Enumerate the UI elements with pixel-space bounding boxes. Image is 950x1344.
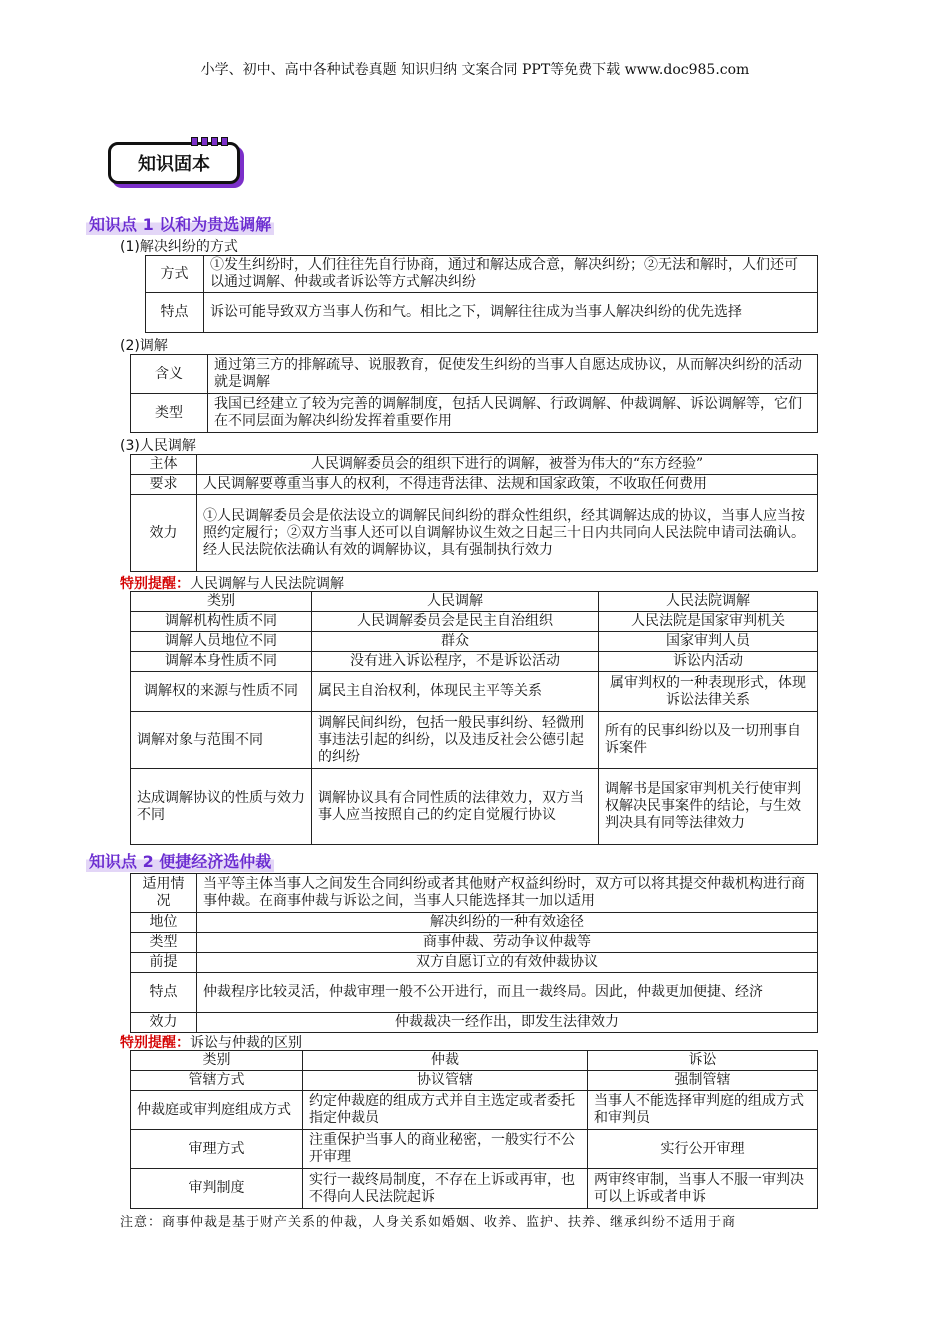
row-content: 仲裁程序比较灵活，仲裁审理一般不公开进行，而且一裁终局。因此，仲裁更加便捷、经济 [197, 973, 818, 1013]
table-row [131, 1071, 818, 1091]
special-reminder-1 [120, 573, 344, 593]
row-label: 主体 [131, 455, 197, 475]
table-row [131, 933, 818, 953]
table-row [131, 769, 818, 845]
badge-label: 知识固本 [138, 154, 210, 175]
table-cell: 调解对象与范围不同 [131, 712, 312, 769]
row-label: 地位 [131, 913, 197, 933]
knowledge-point-2-title: 知识点 2 便捷经济选仲裁 [86, 849, 274, 872]
table-row [146, 256, 818, 293]
table-cell: 没有进入诉讼程序，不是诉讼活动 [312, 652, 599, 672]
row-content: 商事仲裁、劳动争议仲裁等 [197, 933, 818, 953]
table-cell: 审理方式 [131, 1130, 303, 1169]
table-cell: 国家审判人员 [599, 632, 818, 652]
row-content: 双方自愿订立的有效仲裁协议 [197, 953, 818, 973]
table-cell: 调解权的来源与性质不同 [131, 672, 312, 712]
table-row [131, 632, 818, 652]
knowledge-point-1-title: 知识点 1 以和为贵选调解 [86, 212, 274, 235]
people-mediation-table [130, 454, 818, 572]
table-row [131, 874, 818, 913]
table-cell: 注重保护当事人的商业秘密，一般实行不公开审理 [303, 1130, 588, 1169]
table-cell: 管辖方式 [131, 1071, 303, 1091]
column-header: 人民法院调解 [599, 592, 818, 612]
table-cell: 当事人不能选择审判庭的组成方式和审判员 [588, 1091, 818, 1130]
section-2-heading: (2)调解 [120, 338, 168, 354]
reminder-label: 特别提醒： [120, 576, 190, 592]
reminder-text: 诉讼与仲裁的区别 [190, 1035, 302, 1051]
table-row [131, 953, 818, 973]
section-1-heading: (1)解决纠纷的方式 [120, 239, 238, 255]
table-row [131, 913, 818, 933]
row-content: 仲裁裁决一经作出，即发生法律效力 [197, 1013, 818, 1033]
row-content: 人民调解要尊重当事人的权利，不得违背法律、法规和国家政策，不收取任何费用 [197, 475, 818, 495]
table-cell: 调解书是国家审判机关行使审判权解决民事案件的结论，与生效判决具有同等法律效力 [599, 769, 818, 845]
table-cell: 调解机构性质不同 [131, 612, 312, 632]
table-header-row [131, 592, 818, 612]
column-header: 诉讼 [588, 1051, 818, 1071]
page-header: 小学、初中、高中各种试卷真题 知识归纳 文案合同 PPT等免费下载 www.doc985.com [200, 62, 750, 78]
mediation-table [130, 354, 818, 433]
table-row [131, 612, 818, 632]
table-row [131, 475, 818, 495]
row-label: 特点 [131, 973, 197, 1013]
reminder-label: 特别提醒： [120, 1035, 190, 1051]
table-row [131, 1013, 818, 1033]
table-cell: 所有的民事纠纷以及一切刑事自诉案件 [599, 712, 818, 769]
table-cell: 调解协议具有合同性质的法律效力，双方当事人应当按照自己的约定自觉履行协议 [312, 769, 599, 845]
row-content: 人民调解委员会的组织下进行的调解，被誉为伟大的“东方经验” [197, 455, 818, 475]
row-label: 前提 [131, 953, 197, 973]
row-content: 诉讼可能导致双方当事人伤和气。相比之下，调解往往成为当事人解决纠纷的优先选择 [204, 293, 818, 333]
table-cell: 仲裁庭或审判庭组成方式 [131, 1091, 303, 1130]
mediation-comparison-table [130, 591, 818, 845]
column-header: 类别 [131, 1051, 303, 1071]
row-content: 当平等主体当事人之间发生合同纠纷或者其他财产权益纠纷时，双方可以将其提交仲裁机构进行商事仲裁。在商事仲裁与诉讼之间，当事人只能选择其一加以适用 [197, 874, 818, 913]
column-header: 仲裁 [303, 1051, 588, 1071]
table-cell: 实行一裁终局制度，不存在上诉或再审，也不得向人民法院起诉 [303, 1169, 588, 1209]
table-header-row [131, 1051, 818, 1071]
table-cell: 强制管辖 [588, 1071, 818, 1091]
table-row [131, 394, 818, 433]
table-row [131, 973, 818, 1013]
special-reminder-2 [120, 1032, 302, 1052]
row-label: 方式 [146, 256, 204, 293]
section-3-heading: (3)人民调解 [120, 438, 196, 454]
table-cell: 属民主自治权利，体现民主平等关系 [312, 672, 599, 712]
table-row [131, 355, 818, 394]
table-cell: 调解民间纠纷，包括一般民事纠纷、轻微刑事违法引起的纠纷，以及违反社会公德引起的纠纷 [312, 712, 599, 769]
table-row [146, 293, 818, 333]
row-content: 解决纠纷的一种有效途径 [197, 913, 818, 933]
table-cell: 审判制度 [131, 1169, 303, 1209]
row-label: 要求 [131, 475, 197, 495]
row-label: 类型 [131, 933, 197, 953]
table-cell: 协议管辖 [303, 1071, 588, 1091]
reminder-text: 人民调解与人民法院调解 [190, 576, 344, 592]
table-cell: 群众 [312, 632, 599, 652]
badge-dots-decoration [191, 137, 228, 146]
row-label: 类型 [131, 394, 208, 433]
row-content: ①发生纠纷时，人们往往先自行协商，通过和解达成合意，解决纠纷；②无法和解时，人们还可以通过调解、仲裁或者诉讼等方式解决纠纷 [204, 256, 818, 293]
table-cell: 人民调解委员会是民主自治组织 [312, 612, 599, 632]
section-badge [108, 142, 240, 184]
row-content: 通过第三方的排解疏导、说服教育，促使发生纠纷的当事人自愿达成协议，从而解决纠纷的活动就是调解 [208, 355, 818, 394]
column-header: 人民调解 [312, 592, 599, 612]
column-header: 类别 [131, 592, 312, 612]
table-cell: 属审判权的一种表现形式，体现诉讼法律关系 [599, 672, 818, 712]
row-label: 含义 [131, 355, 208, 394]
table-cell: 调解人员地位不同 [131, 632, 312, 652]
table-row [131, 1091, 818, 1130]
table-cell: 人民法院是国家审判机关 [599, 612, 818, 632]
arbitration-table [130, 873, 818, 1033]
row-content: 我国已经建立了较为完善的调解制度，包括人民调解、行政调解、仲裁调解、诉讼调解等，它们在不同层面为解决纠纷发挥着重要作用 [208, 394, 818, 433]
table-row [131, 712, 818, 769]
table-row [131, 1169, 818, 1209]
row-label: 效力 [131, 1013, 197, 1033]
row-label: 特点 [146, 293, 204, 333]
table-cell: 约定仲裁庭的组成方式并自主选定或者委托指定仲裁员 [303, 1091, 588, 1130]
table-row [131, 455, 818, 475]
table-cell: 实行公开审理 [588, 1130, 818, 1169]
table-row [131, 495, 818, 572]
row-label: 效力 [131, 495, 197, 572]
footer-note: 注意：商事仲裁是基于财产关系的仲裁，人身关系如婚姻、收养、监护、扶养、继承纠纷不适用于商 [120, 1215, 737, 1230]
table-cell: 达成调解协议的性质与效力不同 [131, 769, 312, 845]
dispute-methods-table [145, 255, 818, 333]
table-row [131, 652, 818, 672]
table-row [131, 1130, 818, 1169]
table-cell: 调解本身性质不同 [131, 652, 312, 672]
row-label: 适用情况 [131, 874, 197, 913]
table-row [131, 672, 818, 712]
table-cell: 两审终审制，当事人不服一审判决可以上诉或者申诉 [588, 1169, 818, 1209]
table-cell: 诉讼内活动 [599, 652, 818, 672]
row-content: ①人民调解委员会是依法设立的调解民间纠纷的群众性组织，经其调解达成的协议，当事人应当按照约定履行；②双方当事人还可以自调解协议生效之日起三十日内共同向人民法院申请司法确认。经人民法院依法确认有效的调解协议，具有强制执行效力 [197, 495, 818, 572]
litigation-arbitration-comparison-table [130, 1050, 818, 1209]
